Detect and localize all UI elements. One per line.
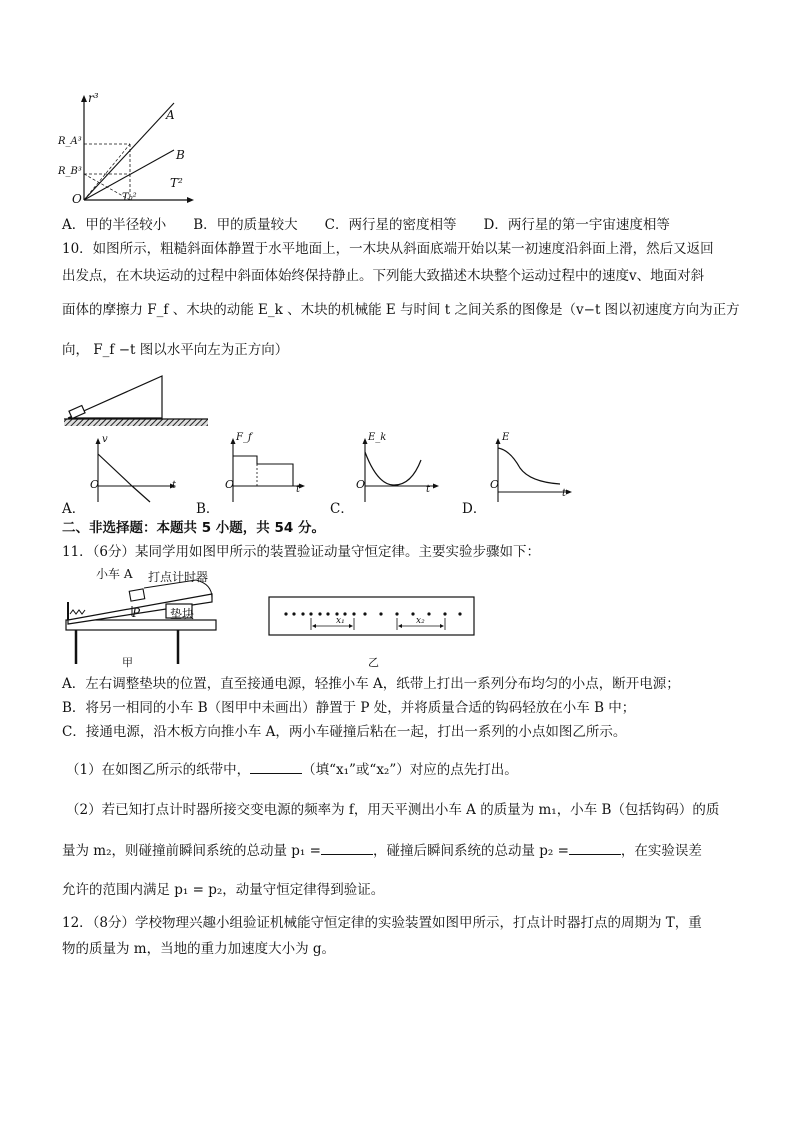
q11-sub2-line3: 允许的范围内满足 p₁ = p₂，动量守恒定律得到验证。 (62, 882, 385, 898)
v-t-curve (98, 454, 132, 486)
q11-step-a: A．左右调整垫块的位置，直至接通电源，轻推小车 A，纸带上打出一系列分布均匀的小点，断开电源； (62, 676, 680, 692)
q11-fig-yi-caption: 乙 (368, 656, 379, 669)
q10-option-d-label: D． (462, 501, 487, 517)
q11-sub2-p1-prefix: 量为 m₂，则碰撞前瞬间系统的总动量 p₁ = (62, 843, 321, 859)
q11-sub1-prefix: （1）在如图乙所示的纸带中， (66, 762, 251, 778)
q10-graph-c (355, 438, 445, 504)
q11-intro: 11．（6分）某同学用如图甲所示的装置验证动量守恒定律。主要实验步骤如下： (62, 544, 541, 560)
q11-sub2-line1: （2）若已知打点计时器所接交变电源的频率为 f，用天平测出小车 A 的质量为 m₁，小车 B（包括钩码）的质 (66, 802, 720, 818)
q10-d-origin: O (490, 478, 500, 491)
q11-cart-a-label: 小车 A (96, 567, 133, 581)
q9-origin-label: O (72, 192, 82, 206)
ek-t-curve (365, 452, 421, 485)
q11-timer-label: 打点计时器 (148, 570, 209, 584)
line-a (84, 103, 174, 200)
q12-line2: 物的质量为 m，当地的重力加速度大小为 g。 (62, 941, 336, 957)
q11-fig-jia-caption: 甲 (122, 656, 133, 669)
q10-line2: 出发点，在木块运动的过程中斜面体始终保持静止。下列能大致描述木块整个运动过程中的速度v、地面对斜 (62, 268, 705, 284)
ff-t-curve (233, 456, 293, 486)
q10-line3: 面体的摩擦力 F_f 、木块的动能 E_k 、木块的机械能 E 与时间 t 之间关系的图像是（v−t 图以初速度方向为正方 (62, 302, 740, 318)
q9-x-axis-label: T² (170, 176, 183, 190)
q9-t0-label: T₀² (122, 192, 137, 203)
q11-step-b: B．将另一相同的小车 B（图甲中未画出）静置于 P 处，并将质量合适的钩码轻放在小车 B 中； (62, 700, 636, 716)
q10-b-origin: O (225, 478, 235, 491)
q10-c-y-label: E_k (368, 432, 387, 443)
q10-b-y-label: F_f (236, 432, 252, 443)
q10-a-origin: O (90, 478, 100, 491)
q10-c-origin: O (356, 478, 366, 491)
q11-block-label: 垫块 (170, 607, 195, 621)
q9-options: A．甲的半径较小 B．甲的质量较大 C．两行星的密度相等 D．两行星的第一宇宙速度相等 (62, 217, 670, 233)
q10-d-y-label: E (502, 432, 510, 443)
q10-line4: 向， F_f −t 图以水平向左为正方向） (62, 342, 289, 358)
q9-rb-label: R_B³ (58, 166, 82, 177)
q10-option-a-label: A． (62, 501, 86, 517)
q12-line1: 12．（8分）学校物理兴趣小组验证机械能守恒定律的实验装置如图甲所示，打点计时器打点的周期为 T，重 (62, 915, 702, 931)
section-title: 二、非选择题：本题共 5 小题，共 54 分。 (62, 520, 325, 536)
q11-x1-label: x₁ (336, 616, 345, 626)
q11-sub2-line2 (62, 840, 702, 860)
q11-tape-figure (268, 596, 478, 638)
q11-sub2-p2-prefix: ，碰撞后瞬间系统的总动量 p₂ = (372, 843, 569, 859)
q9-y-axis-label: r³ (88, 91, 99, 105)
q11-step-c: C．接通电源，沿木板方向推小车 A，两小车碰撞后粘在一起，打出一系列的小点如图乙所示。 (62, 724, 627, 740)
q9-ra-label: R_A³ (58, 136, 82, 147)
q10-d-x-label: t (562, 488, 567, 499)
q9-line-b-label: B (176, 148, 185, 162)
q10-b-x-label: t (296, 484, 301, 495)
q11-sub1 (66, 759, 518, 779)
q11-sub2-suffix: ，在实验误差 (620, 843, 702, 859)
q11-sub1-answer-blank[interactable] (250, 759, 302, 774)
q10-graph-a (88, 438, 178, 504)
q10-a-x-label: t (172, 480, 177, 491)
q11-p-label: P (132, 606, 141, 620)
q10-a-y-label: v (102, 434, 108, 445)
q11-x2-label: x₂ (416, 616, 425, 626)
q9-line-a-label: A (166, 108, 175, 122)
q10-incline-figure (62, 372, 212, 428)
q10-c-x-label: t (426, 484, 431, 495)
q11-sub1-suffix: （填“x₁”或“x₂”）对应的点先打出。 (302, 762, 518, 778)
q11-p2-answer-blank[interactable] (569, 840, 621, 855)
q10-line1: 10．如图所示，粗糙斜面体静置于水平地面上，一木块从斜面底端开始以某一初速度沿斜面上滑，然后又返回 (62, 241, 714, 257)
q10-option-c-label: C． (330, 501, 354, 517)
q11-p1-answer-blank[interactable] (321, 840, 373, 855)
e-t-curve (498, 448, 560, 484)
q10-option-b-label: B． (196, 501, 220, 517)
